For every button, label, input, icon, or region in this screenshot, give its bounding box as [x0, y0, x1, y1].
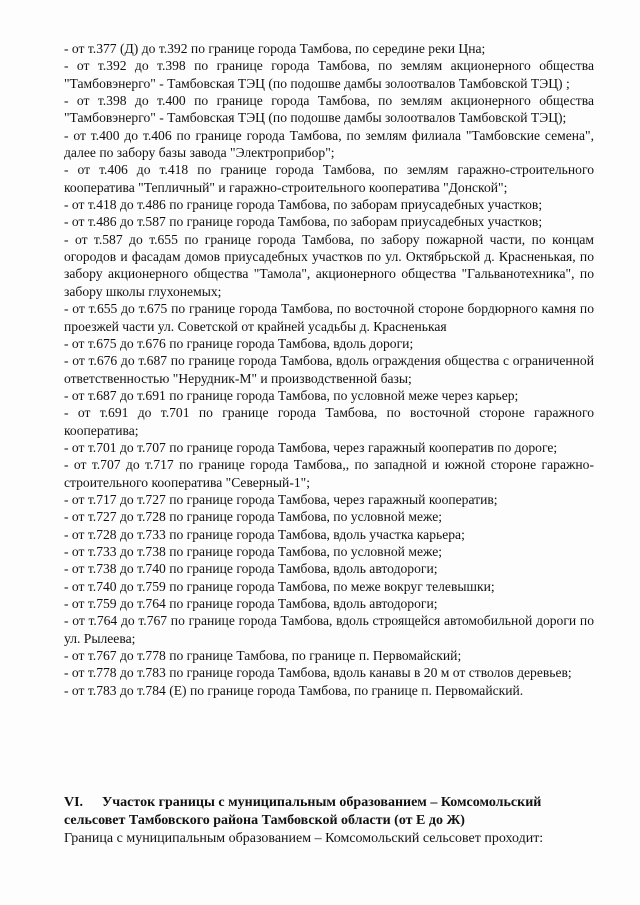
section-intro: Граница с муниципальным образованием – Комсомольский сельсовет проходит: [64, 831, 544, 846]
boundary-segment: - от т.676 до т.687 по границе города Тамбова, вдоль ограждения общества с ограниченной ответственностью "Нерудник-М" и производственной базы; [64, 353, 594, 386]
boundary-segment: - от т.783 до т.784 (Е) по границе города Тамбова, по границе п. Первомайский. [64, 682, 524, 698]
boundary-segment: - от т.486 до т.587 по границе города Тамбова, по заборам приусадебных участков; [64, 214, 543, 230]
section-number: VI. [64, 795, 84, 810]
boundary-segment: - от т.587 до т.655 по границе города Тамбова, по забору пожарной части, по концам огородов и фасадам домов приусадебных участков по ул. Октябрьской д. Красненькая, по забору акционерного общества "Тамола", акционерного общества "Гальванотехника", по забору школы глухонемых; [64, 231, 594, 299]
boundary-segment: - от т.687 до т.691 по границе города Тамбова, по условной меже через карьер; [64, 387, 519, 403]
boundary-segment: - от т.728 до т.733 по границе города Тамбова, вдоль участка карьера; [64, 526, 465, 542]
boundary-segment: - от т.733 до т.738 по границе города Тамбова, по условной меже; [64, 543, 443, 559]
boundary-segment: - от т.738 до т.740 по границе города Тамбова, вдоль автодороги; [64, 561, 438, 577]
boundary-segment: - от т.691 до т.701 по границе города Тамбова, по восточной стороне гаражного кооператива; [64, 405, 594, 438]
boundary-segment: - от т.707 до т.717 по границе города Тамбова,, по западной и южной стороне гаражно-строительного кооператива "Северный-1"; [64, 457, 594, 490]
boundary-segment: - от т.767 до т.778 по границе Тамбова, по границе п. Первомайский; [64, 648, 462, 664]
boundary-description-list [64, 40, 594, 699]
boundary-segment: - от т.377 (Д) до т.392 по границе города Тамбова, по середине реки Цна; [64, 41, 486, 56]
boundary-segment: - от т.759 до т.764 по границе города Тамбова, вдоль автодороги; [64, 596, 438, 611]
boundary-segment: - от т.778 до т.783 по границе города Тамбова, вдоль канавы в 20 м от стволов деревьев; [64, 665, 572, 681]
boundary-segment: - от т.764 до т.767 по границе города Тамбова, вдоль строящейся автомобильной дороги по ул. Рылеева; [64, 613, 594, 646]
boundary-segment: - от т.727 до т.728 по границе города Тамбова, по условной меже; [64, 509, 443, 525]
boundary-segment: - от т.701 до т.707 по границе города Тамбова, через гаражный кооператив по дороге; [64, 439, 558, 455]
boundary-segment: - от т.717 до т.727 по границе города Тамбова, через гаражный кооператив; [64, 491, 498, 507]
boundary-segment: - от т.675 до т.676 по границе города Тамбова, вдоль дороги; [64, 335, 414, 351]
boundary-segment: - от т.400 до т.406 по границе города Тамбова, по землям филиала "Тамбовские семена", далее по забору базы завода "Электроприбор"; [64, 127, 594, 161]
section-heading [64, 794, 594, 830]
boundary-segment: - от т.406 до т.418 по границе города Тамбова, по землям гаражно-строительного кооператива "Тепличный" и гаражно-строительного кооператива "Донской"; [64, 162, 594, 195]
boundary-segment: - от т.740 до т.759 по границе города Тамбова, по меже вокруг телевышки; [64, 578, 495, 594]
boundary-segment: - от т.418 до т.486 по границе города Тамбова, по заборам приусадебных участков; [64, 197, 543, 213]
boundary-segment: - от т.392 до т.398 по границе города Тамбова, по землям акционерного общества "Тамбовэнерго" - Тамбовская ТЭЦ (по подошве дамбы золоотвалов Тамбовской ТЭЦ) ; [64, 58, 594, 91]
boundary-segment: - от т.655 до т.675 по границе города Тамбова, по восточной стороне бордюрного камня по проезжей части ул. Советской от крайней усадьбы д. Красненькая [64, 301, 594, 334]
boundary-segment: - от т.398 до т.400 по границе города Тамбова, по землям акционерного общества "Тамбовэнерго" - Тамбовская ТЭЦ (по подошве дамбы золоотвалов Тамбовской ТЭЦ); [64, 93, 594, 126]
section-title: Участок границы с муниципальным образованием – Комсомольский сельсовет Тамбовского района Тамбовской области (от Е до Ж) [64, 795, 542, 828]
